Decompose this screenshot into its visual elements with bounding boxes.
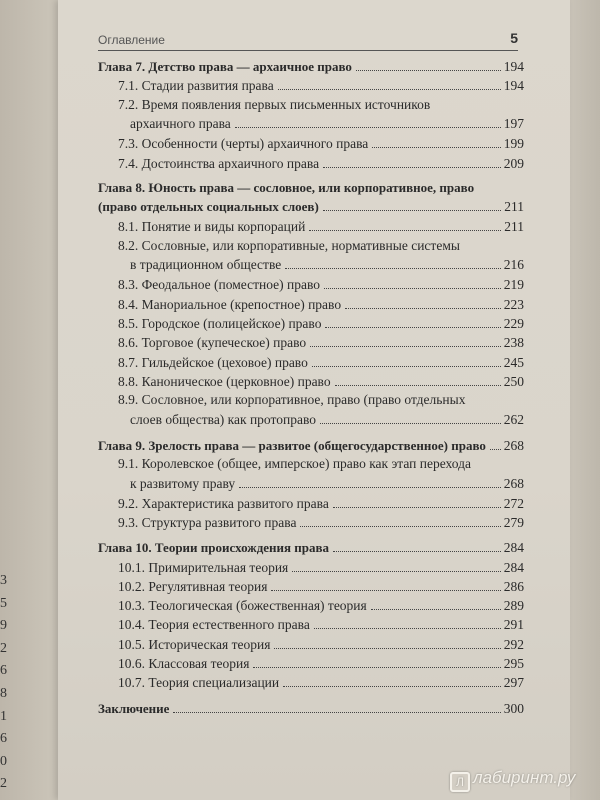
left-page-number: 5 <box>0 595 7 611</box>
toc-page-number: 291 <box>503 617 524 633</box>
page-header <box>98 30 518 50</box>
toc-section-entry <box>118 494 524 514</box>
toc-section-entry <box>118 654 524 674</box>
toc-page-number: 219 <box>503 277 524 293</box>
toc-entry-title: Глава 10. Теории происхождения права <box>98 540 330 556</box>
toc-chapter-entry <box>98 699 524 719</box>
toc-section-entry <box>118 455 524 494</box>
toc-entry-title-continuation: к развитому праву <box>130 475 236 491</box>
toc-entry-title-continuation: (право отдельных социальных слоев) <box>98 199 319 215</box>
toc-entry-title: 8.9. Сословное, или корпоративное, право (право отдельных <box>118 392 466 408</box>
leader-dots <box>320 423 501 424</box>
right-page-edge <box>570 0 600 800</box>
toc-entry-title: 10.3. Теологическая (божественная) теория <box>118 598 367 614</box>
left-page-number: 0 <box>0 753 7 769</box>
watermark <box>450 768 575 792</box>
leader-dots <box>235 127 501 128</box>
toc-chapter-entry <box>98 436 524 456</box>
toc-page-number: 262 <box>503 411 524 427</box>
toc-section-entry <box>118 391 524 430</box>
left-page-number: 2 <box>0 640 7 656</box>
toc-entry-title-continuation: слоев общества) как протоправо <box>130 411 316 427</box>
leader-dots <box>312 366 501 367</box>
leader-dots <box>310 346 501 347</box>
toc-section-entry <box>118 295 524 315</box>
toc-entry-title: 10.5. Историческая теория <box>118 636 271 652</box>
toc-page-number: 295 <box>503 656 524 671</box>
toc-section-entry <box>118 154 524 174</box>
toc-entry-title: 8.3. Феодальное (поместное) право <box>118 277 320 293</box>
toc-page-number: 250 <box>503 373 524 389</box>
toc-section-entry <box>118 673 524 693</box>
toc-entry-title: Глава 7. Детство права — архаичное право <box>98 59 352 74</box>
left-page-number: 6 <box>0 731 7 747</box>
toc-entry-title: 10.6. Классовая теория <box>118 656 250 671</box>
leader-dots <box>345 308 501 309</box>
toc-section-entry <box>118 333 524 353</box>
left-page-number: 8 <box>0 685 7 701</box>
toc-section-entry <box>118 596 524 616</box>
toc-page-number: 245 <box>503 354 524 370</box>
toc-page-number: 223 <box>503 296 524 312</box>
toc-page-number: 284 <box>503 540 524 556</box>
leader-dots <box>285 268 501 269</box>
toc-entry-title: 8.1. Понятие и виды корпораций <box>118 219 306 235</box>
toc-chapter-entry <box>98 179 524 218</box>
leader-dots <box>490 449 501 450</box>
toc-entry-title: 8.5. Городское (полицейское) право <box>118 315 322 331</box>
leader-dots <box>333 507 501 508</box>
watermark-text: лабиринт.ру <box>473 768 576 787</box>
leader-dots <box>372 147 501 148</box>
toc-entry-title-continuation: в традиционном обществе <box>130 257 282 273</box>
toc-section-entry <box>118 513 524 533</box>
toc-section-entry <box>118 615 524 635</box>
toc-entry-title: Глава 9. Зрелость права — развитое (общегосударственное) право <box>98 437 486 453</box>
toc-page-number: 272 <box>503 495 524 511</box>
toc-section-entry <box>118 217 524 237</box>
left-page-number: 1 <box>0 708 7 724</box>
toc-entry-title: 9.3. Структура развитого права <box>118 514 297 530</box>
leader-dots <box>323 210 501 211</box>
header-rule <box>98 50 518 51</box>
leader-dots <box>323 167 501 168</box>
leader-dots <box>324 288 501 289</box>
toc-chapter-entry <box>98 538 524 558</box>
toc-page-number: 197 <box>503 116 524 132</box>
left-page-number: 3 <box>0 573 7 588</box>
page-number: 5 <box>510 30 518 46</box>
toc-entry-title: 10.2. Регулятивная теория <box>118 578 268 594</box>
toc-entry-title-continuation: архаичного права <box>130 116 231 132</box>
toc-page-number: 268 <box>503 475 524 491</box>
toc-page-number: 286 <box>503 578 524 594</box>
toc-entry-title: 10.4. Теория естественного права <box>118 617 310 633</box>
toc-page-number: 211 <box>504 199 524 215</box>
toc-page-number: 238 <box>503 335 524 351</box>
toc-section-entry <box>118 558 524 578</box>
toc-page-number: 279 <box>503 514 524 530</box>
toc-page-number: 268 <box>503 437 524 453</box>
toc-page-number: 194 <box>503 78 524 94</box>
toc-page-number: 289 <box>503 598 524 614</box>
toc-section-entry <box>118 76 524 96</box>
left-page-edge <box>0 0 60 800</box>
leader-dots <box>278 89 501 90</box>
toc-section-entry <box>118 314 524 334</box>
leader-dots <box>333 551 501 552</box>
toc-page-number: 199 <box>503 136 524 152</box>
toc-entry-title: 7.2. Время появления первых письменных источников <box>118 96 431 112</box>
toc-section-entry <box>118 275 524 295</box>
toc-section-entry <box>118 134 524 154</box>
toc-section-entry <box>118 577 524 597</box>
leader-dots <box>239 487 501 488</box>
running-title: Оглавление <box>98 33 165 47</box>
leader-dots <box>292 571 501 572</box>
toc-section-entry <box>118 353 524 373</box>
toc-entry-title: Глава 8. Юность права — сословное, или корпоративное, право <box>98 180 475 196</box>
toc-page-number: 194 <box>503 59 524 74</box>
toc-page-number: 297 <box>503 675 524 691</box>
toc-page-number: 284 <box>503 559 524 575</box>
left-page-number: 6 <box>0 663 7 679</box>
toc-entry-title: 9.1. Королевское (общее, имперское) право как этап перехода <box>118 456 471 472</box>
toc-page-number: 209 <box>503 155 524 171</box>
toc-page-number: 211 <box>504 219 524 235</box>
toc-entry-title: 8.6. Торговое (купеческое) право <box>118 335 307 351</box>
leader-dots <box>356 70 501 71</box>
leader-dots <box>274 648 501 649</box>
left-page-number: 2 <box>0 776 7 792</box>
toc-chapter-entry <box>98 57 524 77</box>
toc-section-entry <box>118 372 524 392</box>
left-page-number: 9 <box>0 618 7 634</box>
toc-section-entry <box>118 96 524 135</box>
leader-dots <box>283 686 501 687</box>
toc-entry-title: 9.2. Характеристика развитого права <box>118 495 329 511</box>
toc-section-entry <box>118 635 524 655</box>
toc-entry-title: 10.7. Теория специализации <box>118 675 280 691</box>
toc-entry-title: 7.1. Стадии развития права <box>118 78 274 94</box>
leader-dots <box>253 667 501 668</box>
toc-entry-title: 10.1. Примирительная теория <box>118 559 289 575</box>
toc-entry-title: 7.4. Достоинства архаичного права <box>118 155 320 171</box>
toc-entry-title: 8.7. Гильдейское (цеховое) право <box>118 354 308 370</box>
leader-dots <box>314 628 501 629</box>
leader-dots <box>325 327 501 328</box>
leader-dots <box>309 230 501 231</box>
toc-page-number: 292 <box>503 636 524 652</box>
leader-dots <box>173 712 501 713</box>
toc-page-number: 300 <box>503 700 524 716</box>
leader-dots <box>271 590 501 591</box>
leader-dots <box>371 609 501 610</box>
leader-dots <box>300 526 501 527</box>
toc-entry-title: 8.2. Сословные, или корпоративные, нормативные системы <box>118 237 460 253</box>
left-page-numbers <box>0 570 20 796</box>
toc-entry-title: 7.3. Особенности (черты) архаичного права <box>118 136 369 152</box>
toc-entry-title: Заключение <box>98 700 170 716</box>
leader-dots <box>335 385 501 386</box>
labirint-logo-icon: Л <box>450 772 470 792</box>
toc-section-entry <box>118 237 524 276</box>
toc-entry-title: 8.8. Каноническое (церковное) право <box>118 373 331 389</box>
toc-entry-title: 8.4. Манориальное (крепостное) право <box>118 296 342 312</box>
toc-page-number: 216 <box>503 257 524 273</box>
toc-page-number: 229 <box>503 315 524 331</box>
